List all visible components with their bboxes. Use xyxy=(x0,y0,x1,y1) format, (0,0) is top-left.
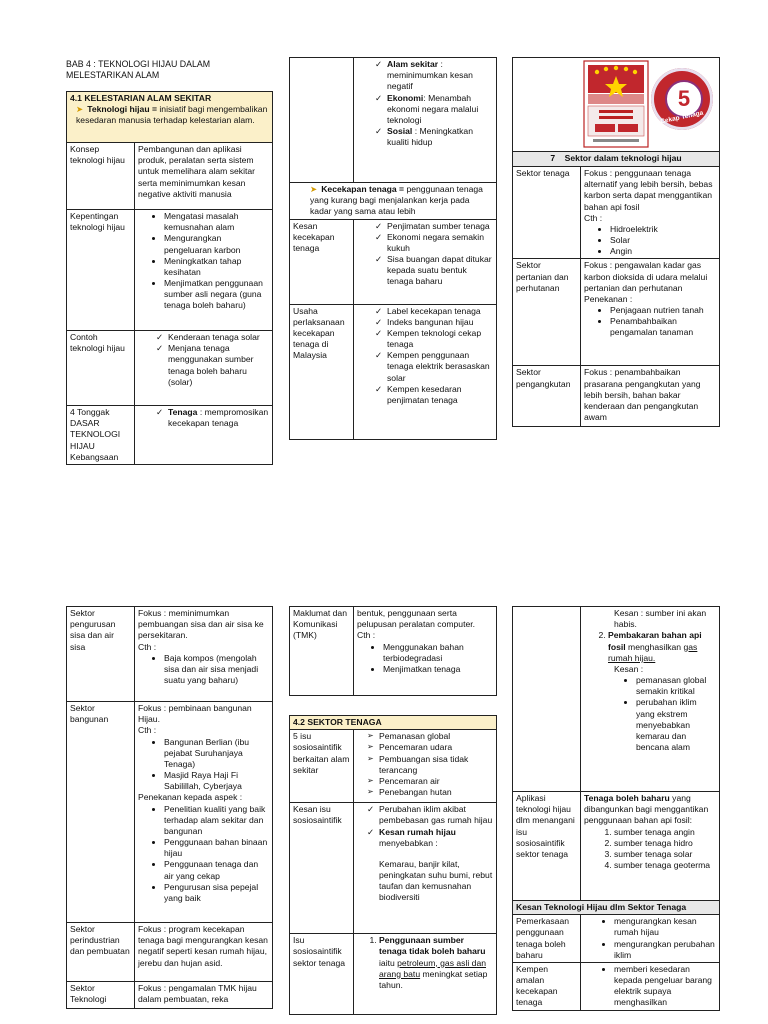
pillar-name: Sosial xyxy=(387,126,413,137)
list-item: • memberi kesedaran kepada pengeluar barang elektrik supaya menghasilkan xyxy=(614,964,716,1009)
section-header-kesan: Kesan Teknologi Hijau dlm Sektor Tenaga xyxy=(513,901,720,915)
list-item xyxy=(379,827,493,849)
row-label: Konsep teknologi hijau xyxy=(67,143,135,210)
list-item: 1. sumber tenaga angin xyxy=(614,827,716,838)
green-tech-definition xyxy=(70,104,269,126)
list-item: ➢ Pembuangan sisa tidak terancang xyxy=(379,754,493,776)
row-content xyxy=(135,406,273,465)
table-row xyxy=(513,607,720,792)
row-text: Fokus : pembinaan bangunan Hijau. xyxy=(138,703,252,725)
table-sektor-tenaga xyxy=(289,715,497,1015)
section-header-sektor: 7 Sektor dalam teknologi hijau xyxy=(513,152,720,167)
table-row xyxy=(513,792,720,901)
underlined-text: gas rumah hijau. xyxy=(608,641,698,663)
list-item: • Masjid Raya Haji Fi Sabilillah, Cyberjaya xyxy=(164,770,269,792)
row-label: 5 isu sosiosaintifik berkaitan alam sekitar xyxy=(290,730,354,803)
row-text: Penekanan : xyxy=(584,293,633,304)
arrow-bullet-icon: ➤ xyxy=(76,104,84,115)
row-content xyxy=(581,167,720,259)
badge-caption: Cekap Tenaga xyxy=(659,109,704,126)
table-row xyxy=(513,962,720,1010)
list-item: 2. sumber tenaga hidro xyxy=(614,838,716,849)
emphasis-term: Penggunaan sumber tenaga tidak boleh baharu xyxy=(379,935,486,957)
row-label: Sektor tenaga xyxy=(513,167,581,259)
row-content xyxy=(135,210,273,331)
list-item: ✓ Kempen teknologi cekap tenaga xyxy=(387,328,493,350)
list-item: • Penggunaan bahan binaan hijau xyxy=(164,837,269,859)
table-header-row xyxy=(290,716,497,730)
list-item: • perubahan iklim yang ekstrem menyebabkan kemarau dan bencana alam xyxy=(636,697,716,753)
pillar-text: : Meningkatkan kualiti hidup xyxy=(387,126,473,148)
list-item: • Baja kompos (mengolah sisa dan air sisa menjadi suatu yang baharu) xyxy=(164,653,269,687)
empty-cell xyxy=(290,58,354,183)
bullet-list xyxy=(584,964,716,1009)
pillar-name: Tenaga xyxy=(168,407,198,417)
table-row xyxy=(290,607,497,696)
arrow-bullet-icon: ➤ xyxy=(310,184,318,194)
emphasis-term: Kesan rumah hijau xyxy=(379,826,456,837)
energy-efficiency-definition xyxy=(290,183,497,220)
numbered-list xyxy=(357,935,493,991)
row-label: 4 Tonggak DASAR TEKNOLOGI HIJAU Kebangsaan xyxy=(67,406,135,465)
row-label: Kempen amalan kecekapan tenaga xyxy=(513,962,581,1010)
row-content xyxy=(581,792,720,901)
emphasis-text: menyebabkan : xyxy=(379,837,438,848)
definition-term: Kecekapan tenaga = xyxy=(321,184,405,194)
list-item xyxy=(387,59,493,93)
emphasis-text: menghasilkan xyxy=(625,641,684,652)
list-item: ✓ Label kecekapan tenaga xyxy=(387,306,493,317)
row-content: Fokus : program kecekapan tenaga bagi mengurangkan kesan negatif seperti kesan rumah hijau, jerebu dan hujan asid. xyxy=(135,923,273,982)
chapter-title-line2: MELESTARIKAN ALAM xyxy=(66,70,160,81)
table-row xyxy=(290,219,497,304)
list-item: • Penambahbaikan pengamalan tanaman xyxy=(610,316,716,338)
row-label: Maklumat dan Komunikasi (TMK) xyxy=(290,607,354,696)
row-content xyxy=(581,607,720,792)
row-text xyxy=(584,793,716,827)
bullet-list xyxy=(584,916,716,961)
table-header-row xyxy=(513,901,720,915)
section-header-4-1 xyxy=(67,92,273,143)
list-item: ✓ Perubahan iklim akibat pembebasan gas rumah hijau xyxy=(379,804,493,826)
row-content: Fokus : pengamalan TMK hijau dalam pembuatan, reka xyxy=(135,982,273,1009)
list-item: 3. sumber tenaga solar xyxy=(614,849,716,860)
row-content xyxy=(354,730,497,803)
pillar-text: : mempromosikan kecekapan tenaga xyxy=(168,407,269,429)
row-text: Kesan : xyxy=(614,663,644,674)
list-item xyxy=(608,630,716,664)
row-text: Fokus : pengawalan kadar gas karbon dioksida di udara melalui pertanian dan perhutanan xyxy=(584,260,708,293)
badge-number: 5 xyxy=(677,86,691,111)
five-star-badge-icon xyxy=(651,68,713,130)
bullet-list xyxy=(584,305,716,339)
row-label: Sektor perindustrian dan pembuatan xyxy=(67,923,135,982)
table-tmk xyxy=(289,606,497,696)
pillar-text: : Menambah ekonomi negara malalui teknologi xyxy=(387,92,479,125)
table-row xyxy=(67,331,273,406)
list-item: • Hidroelektrik xyxy=(610,224,716,235)
list-item xyxy=(379,935,493,991)
list-item: • Penggunaan tenaga dan air yang cekap xyxy=(164,859,269,881)
table-row xyxy=(513,915,720,963)
table-row xyxy=(290,934,497,1015)
chapter-title xyxy=(66,59,276,82)
numbered-list xyxy=(584,630,716,664)
table-row xyxy=(290,803,497,934)
row-label: Sektor pengurusan sisa dan air sisa xyxy=(67,607,135,702)
row-label: Kesan kecekapan tenaga xyxy=(290,219,354,304)
list-item: • mengurangkan perubahan iklim xyxy=(614,939,716,961)
list-item: • Angin xyxy=(610,246,716,257)
row-text: Cth : xyxy=(138,725,157,736)
check-list xyxy=(357,804,493,849)
pillar-text: : meminimumkan kesan negatif xyxy=(387,59,473,92)
row-label: Isu sosiosaintifik sektor tenaga xyxy=(290,934,354,1015)
row-text: bentuk, penggunaan serta pelupusan peralatan computer. xyxy=(357,608,476,630)
bullet-list xyxy=(138,211,269,312)
row-content xyxy=(135,702,273,923)
section-header-4-2: 4.2 SEKTOR TENAGA xyxy=(290,716,497,730)
energy-label-card-icon xyxy=(583,60,649,148)
table-row xyxy=(290,58,497,183)
bullet-list xyxy=(584,224,716,258)
row-label: Usaha perlaksanaan kecekapan tenaga di Malaysia xyxy=(290,304,354,439)
bullet-list xyxy=(584,675,716,753)
row-text: Cth : xyxy=(584,212,603,223)
table-row xyxy=(67,607,273,702)
list-item: ➢ Pencemaran udara xyxy=(379,742,493,753)
list-item: • Menggunakan bahan terbiodegradasi xyxy=(383,642,493,664)
emphasis-text: meningkat setiap tahun. xyxy=(379,968,488,990)
table-header-row xyxy=(513,152,720,167)
row-text: Cth : xyxy=(357,630,376,641)
row-label: Aplikasi teknologi hijau dlm menangani isu sosiosaintifik sektor tenaga xyxy=(513,792,581,901)
bullet-list xyxy=(138,804,269,905)
list-item: • Pengurusan sisa pepejal yang baik xyxy=(164,882,269,904)
emphasis-text: iaitu xyxy=(379,957,398,968)
table-row xyxy=(513,58,720,152)
table-header-row xyxy=(67,92,273,143)
table-row xyxy=(290,304,497,439)
list-item: ✓ Ekonomi negara semakin kukuh xyxy=(387,232,493,254)
emphasis-term: Tenaga boleh baharu xyxy=(584,793,670,803)
row-label: Sektor Teknologi xyxy=(67,982,135,1009)
list-item: ➢ Pemanasan global xyxy=(379,731,493,742)
section-title: 4.1 KELESTARIAN ALAM SEKITAR xyxy=(70,93,212,103)
list-item xyxy=(387,93,493,127)
table-aplikasi xyxy=(512,606,720,1011)
row-label: Sektor bangunan xyxy=(67,702,135,923)
list-item: 4. sumber tenaga geoterma xyxy=(614,860,716,871)
table-row xyxy=(67,923,273,982)
chapter-title-line1: BAB 4 : TEKNOLOGI HIJAU DALAM xyxy=(66,59,211,69)
row-text: Penekanan kepada aspek : xyxy=(138,792,243,803)
numbered-list xyxy=(584,827,716,872)
row-content xyxy=(354,607,497,696)
list-item: • Penelitian kualiti yang baik terhadap alam sekitar dan bangunan xyxy=(164,804,269,838)
arrow-list xyxy=(357,731,493,798)
list-item: • Mengatasi masalah kemusnahan alam xyxy=(164,211,269,233)
list-item: ✓ Menjana tenaga menggunakan sumber tenaga boleh baharu (solar) xyxy=(168,343,269,388)
row-content xyxy=(354,934,497,1015)
check-list xyxy=(357,306,493,407)
pillar-name: Ekonomi xyxy=(387,92,424,103)
list-item xyxy=(387,126,493,148)
emphasis-text: yang dibangunkan bagi menggantikan penggunaan bahan api fosil: xyxy=(584,793,709,826)
list-item xyxy=(168,407,269,429)
bullet-list xyxy=(138,653,269,687)
list-item: • pemanasan global semakin kritikal xyxy=(636,675,716,697)
table-row xyxy=(67,143,273,210)
list-item: ➢ Pencemaran air xyxy=(379,776,493,787)
table-row xyxy=(290,730,497,803)
check-list xyxy=(357,59,493,148)
row-content xyxy=(135,607,273,702)
table-kelestarian xyxy=(66,91,273,465)
row-label: Kepentingan teknologi hijau xyxy=(67,210,135,331)
list-item: • Mengurangkan pengeluaran karbon xyxy=(164,233,269,255)
check-list xyxy=(138,407,269,429)
empty-cell xyxy=(513,607,581,792)
table-sektor xyxy=(512,57,720,427)
emphasis-term: Pembakaran bahan api fosil xyxy=(608,630,702,652)
check-list xyxy=(357,221,493,288)
list-item: ➢ Penebangan hutan xyxy=(379,787,493,798)
row-content: Fokus : penambahbaikan prasarana pengangkutan yang lebih bersih, bahan bakar kenderaan dan pengangkutan awam xyxy=(581,366,720,427)
row-content xyxy=(354,803,497,934)
list-item: • Menjimatkan tenaga xyxy=(383,664,493,675)
effects-paragraph: Kemarau, banjir kilat, peningkatan suhu bumi, rebut taufan dan kemusnahan biodiversiti xyxy=(379,858,493,903)
row-content xyxy=(581,259,720,366)
bullet-list xyxy=(138,737,269,793)
definition-term: Teknologi hijau = xyxy=(87,104,157,115)
row-text: Fokus : penggunaan tenaga alternatif yang lebih bersih, bebas karbon serta dapat menggantikan bahan api fosil xyxy=(584,168,713,212)
row-content xyxy=(354,219,497,304)
list-item: • Solar xyxy=(610,235,716,246)
table-row xyxy=(67,702,273,923)
list-item: ✓ Penjimatan sumber tenaga xyxy=(387,221,493,232)
table-row xyxy=(67,982,273,1009)
definition-text: penggunaan tenaga yang kurang bagi menjalankan kerja pada kadar yang sama atau lebih xyxy=(310,184,483,217)
table-sektor-lanjutan xyxy=(66,606,273,1009)
row-content: Pembangunan dan aplikasi produk, peralatan serta sistem untuk memelihara alam sekitar serta meminimumkan kesan negative aktiviti manusia xyxy=(135,143,273,210)
underlined-text: petroleum, gas asli dan arang batu xyxy=(379,957,487,979)
list-item: • Penjagaan nutrien tanah xyxy=(610,305,716,316)
row-label: Pemerkasaan penggunaan tenaga boleh baharu xyxy=(513,915,581,963)
bullet-list xyxy=(357,642,493,676)
list-item: ✓ Kempen kesedaran penjimatan tenaga xyxy=(387,384,493,406)
row-label: Sektor pertanian dan perhutanan xyxy=(513,259,581,366)
row-text: Kesan : sumber ini akan habis. xyxy=(614,608,707,630)
list-item: • Bangunan Berlian (ibu pejabat Suruhanjaya Tenaga) xyxy=(164,737,269,771)
row-content xyxy=(354,304,497,439)
row-label: Kesan isu sosiosaintifik xyxy=(290,803,354,934)
row-content xyxy=(135,331,273,406)
list-item: ✓ Kempen penggunaan tenaga elektrik berasaskan solar xyxy=(387,350,493,384)
row-label: Contoh teknologi hijau xyxy=(67,331,135,406)
row-text: Cth : xyxy=(138,641,157,652)
table-row xyxy=(290,183,497,220)
list-item: • mengurangkan kesan rumah hijau xyxy=(614,916,716,938)
table-row xyxy=(513,259,720,366)
list-item: • Menjimatkan penggunaan sumber asli negara (guna tenaga boleh baharu) xyxy=(164,278,269,312)
table-row xyxy=(513,366,720,427)
list-item: ✓ Sisa buangan dapat ditukar kepada suatu bentuk tenaga baharu xyxy=(387,254,493,288)
row-content xyxy=(581,915,720,963)
energy-label-images-cell xyxy=(513,58,720,152)
list-item: ✓ Kenderaan tenaga solar xyxy=(168,332,269,343)
definition-text: inisiatif bagi mengembalikan kesedaran manusia terhadap kelestarian alam. xyxy=(76,104,268,126)
list-item: • Meningkatkan tahap kesihatan xyxy=(164,256,269,278)
table-row xyxy=(67,210,273,331)
row-label: Sektor pengangkutan xyxy=(513,366,581,427)
row-content xyxy=(581,962,720,1010)
list-item: ✓ Indeks bangunan hijau xyxy=(387,317,493,328)
table-row xyxy=(513,167,720,259)
pillar-name: Alam sekitar xyxy=(387,59,439,69)
row-text: Fokus : meminimumkan pembuangan sisa dan air sisa ke persekitaran. xyxy=(138,608,264,641)
check-list xyxy=(138,332,269,388)
table-kecekapan xyxy=(289,57,497,440)
pillars-cell xyxy=(354,58,497,183)
table-row xyxy=(67,406,273,465)
